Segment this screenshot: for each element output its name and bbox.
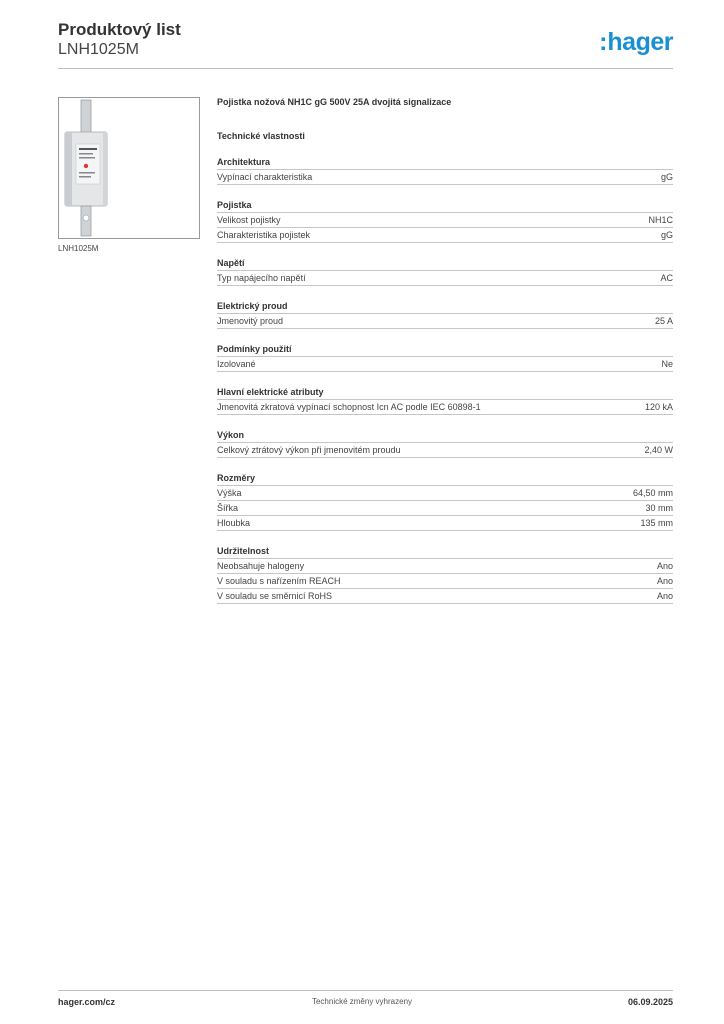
spec-value: 25 A xyxy=(654,316,673,326)
spec-row xyxy=(217,271,673,286)
spec-value: AC xyxy=(660,273,673,283)
spec-label: Celkový ztrátový výkon při jmenovitém proudu xyxy=(217,445,401,455)
spec-row xyxy=(217,516,673,531)
footer-date: 06.09.2025 xyxy=(627,997,673,1007)
spec-group-title: Napětí xyxy=(217,257,673,271)
spec-value: Ano xyxy=(656,591,673,601)
spec-label: Hloubka xyxy=(217,518,251,528)
spec-row xyxy=(217,443,673,458)
page-header xyxy=(58,20,673,59)
spec-group-title: Rozměry xyxy=(217,472,673,486)
footer-website-link[interactable]: hager.com/cz xyxy=(58,997,116,1007)
spec-value: 120 kA xyxy=(644,402,673,412)
spec-group-architecture xyxy=(217,156,673,185)
spec-value: 2,40 W xyxy=(644,445,673,455)
spec-group-title: Udržitelnost xyxy=(217,545,673,559)
footer-divider xyxy=(58,990,673,991)
spec-row xyxy=(217,501,673,516)
spec-label: Vypínací charakteristika xyxy=(217,172,313,182)
spec-label: Jmenovitý proud xyxy=(217,316,284,326)
spec-label: V souladu s nařízením REACH xyxy=(217,576,341,586)
spec-row xyxy=(217,170,673,185)
spec-value: 30 mm xyxy=(645,503,673,513)
spec-label: Výška xyxy=(217,488,242,498)
spec-row xyxy=(217,574,673,589)
spec-row xyxy=(217,400,673,415)
spec-group-title: Pojistka xyxy=(217,199,673,213)
spec-value: Ano xyxy=(656,576,673,586)
fuse-illustration xyxy=(59,98,199,238)
product-image xyxy=(58,97,200,239)
product-details xyxy=(217,96,673,604)
hager-logo[interactable]: :hager xyxy=(599,28,673,56)
spec-group-fuse xyxy=(217,199,673,243)
spec-label: Jmenovitá zkratová vypínací schopnost Icn AC podle IEC 60898-1 xyxy=(217,402,481,412)
footer-note: Technické změny vyhrazeny xyxy=(311,997,413,1006)
spec-value: NH1C xyxy=(648,215,673,225)
spec-row xyxy=(217,228,673,243)
product-code: LNH1025M xyxy=(58,41,139,58)
spec-group-title: Elektrický proud xyxy=(217,300,673,314)
spec-value: 135 mm xyxy=(640,518,673,528)
spec-group-dimensions xyxy=(217,472,673,531)
spec-group-title: Podmínky použití xyxy=(217,343,673,357)
spec-row xyxy=(217,559,673,574)
spec-row xyxy=(217,357,673,372)
spec-value: Ano xyxy=(656,561,673,571)
spec-group-power xyxy=(217,429,673,458)
spec-value: Ne xyxy=(661,359,673,369)
spec-group-title: Architektura xyxy=(217,156,673,170)
spec-row xyxy=(217,213,673,228)
spec-group-conditions xyxy=(217,343,673,372)
document-title: Produktový list xyxy=(58,20,181,39)
header-divider xyxy=(58,68,673,69)
spec-group-title: Výkon xyxy=(217,429,673,443)
spec-group-electrical xyxy=(217,386,673,415)
spec-label: Šířka xyxy=(217,503,239,513)
spec-group-title: Hlavní elektrické atributy xyxy=(217,386,673,400)
spec-row xyxy=(217,314,673,329)
logo-text: hager xyxy=(607,28,673,56)
spec-value: 64,50 mm xyxy=(632,488,673,498)
spec-group-current xyxy=(217,300,673,329)
spec-value: gG xyxy=(660,230,673,240)
spec-label: Neobsahuje halogeny xyxy=(217,561,305,571)
spec-row xyxy=(217,486,673,501)
product-name: Pojistka nožová NH1C gG 500V 25A dvojitá signalizace xyxy=(217,97,452,107)
spec-value: gG xyxy=(660,172,673,182)
spec-group-voltage xyxy=(217,257,673,286)
spec-label: Velikost pojistky xyxy=(217,215,281,225)
spec-row xyxy=(217,589,673,604)
spec-group-sustainability xyxy=(217,545,673,604)
image-caption: LNH1025M xyxy=(58,244,99,253)
spec-label: Izolované xyxy=(217,359,256,369)
section-title: Technické vlastnosti xyxy=(217,131,305,141)
spec-label: Typ napájecího napětí xyxy=(217,273,306,283)
spec-label: Charakteristika pojistek xyxy=(217,230,311,240)
spec-label: V souladu se směrnicí RoHS xyxy=(217,591,333,601)
